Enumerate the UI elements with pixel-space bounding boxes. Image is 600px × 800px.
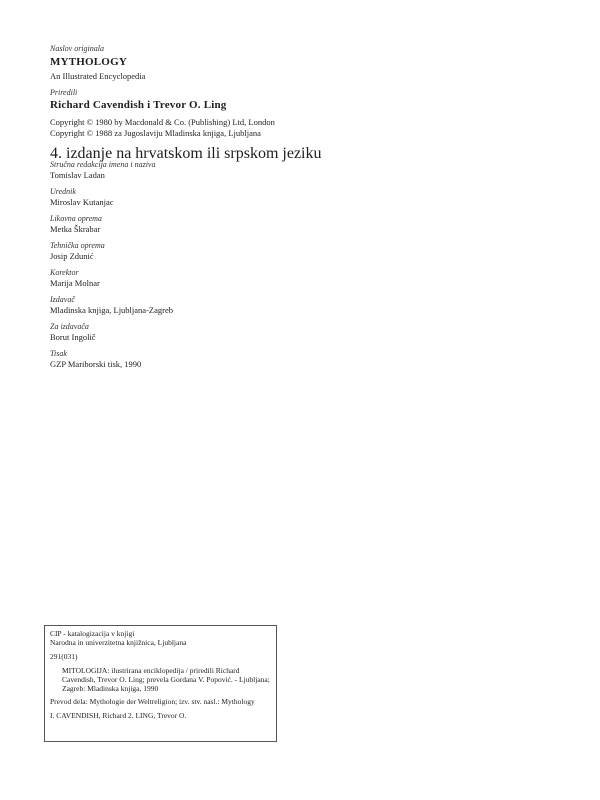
credit-value: GZP Mariborski tisk, 1990: [50, 359, 142, 369]
original-subtitle: An Illustrated Encyclopedia: [50, 71, 146, 81]
credit-label: Korektor: [50, 268, 79, 277]
editors-section: [50, 88, 550, 112]
cip-class-number: 291(031): [50, 652, 78, 661]
cip-line-1: CIP - katalogizacija v knjigi: [50, 629, 135, 638]
credit-value: Tomislav Ladan: [50, 170, 105, 180]
original-title-section: [50, 44, 550, 82]
cip-index: I. CAVENDISH, Richard 2. LING, Trevor O.: [50, 711, 187, 720]
original-title: MYTHOLOGY: [50, 56, 127, 68]
credit-entry: [50, 349, 550, 376]
credit-entry: [50, 160, 550, 187]
credit-label: Tisak: [50, 349, 67, 358]
cip-translation: Prevod dela: Mythologie der Weltreligion; izv. stv. nasl.: Mythology: [50, 697, 255, 706]
credit-value: Marija Molnar: [50, 278, 100, 288]
credit-label: Tehnička oprema: [50, 241, 105, 250]
cip-line-2: Narodna in univerzitetna knjižnica, Ljubljana: [50, 638, 187, 647]
credit-entry: [50, 241, 550, 268]
credits-list: [50, 160, 550, 376]
credit-value: Borut Ingolič: [50, 332, 96, 342]
copyright-section: [50, 117, 550, 139]
credit-entry: [50, 187, 550, 214]
credit-entry: [50, 295, 550, 322]
credit-label: Stručna redakcija imena i naziva: [50, 160, 156, 169]
credit-entry: [50, 268, 550, 295]
cip-box: [44, 625, 277, 742]
copyright-line-2: Copyright © 1988 za Jugoslaviju Mladinska knjiga, Ljubljana: [50, 128, 261, 138]
credit-label: Za izdavača: [50, 322, 89, 331]
credit-value: Metka Škrabar: [50, 224, 101, 234]
credit-value: Josip Zdunić: [50, 251, 94, 261]
original-title-label: Naslov originala: [50, 44, 105, 53]
credit-value: Miroslav Kutanjac: [50, 197, 114, 207]
editors-label: Priredili: [50, 88, 78, 97]
credit-label: Izdavač: [50, 295, 75, 304]
copyright-line-1: Copyright © 1980 by Macdonald & Co. (Publishing) Ltd, London: [50, 117, 275, 127]
edition-note: 4. izdanje na hrvatskom ili srpskom jeziku: [50, 145, 322, 162]
credit-label: Urednik: [50, 187, 76, 196]
cip-entry: MITOLOGIJA: ilustrirana enciklopedija / priredili Richard Cavendish, Trevor O. Ling; prevela Gordana V. Popović. - Ljubljana; Zagreb: Mladinska knjiga, 1990: [62, 666, 270, 693]
credit-entry: [50, 322, 550, 349]
credit-label: Likovna oprema: [50, 214, 102, 223]
credit-entry: [50, 214, 550, 241]
credit-value: Mladinska knjiga, Ljubljana-Zagreb: [50, 305, 173, 315]
editors: Richard Cavendish i Trevor O. Ling: [50, 99, 227, 111]
